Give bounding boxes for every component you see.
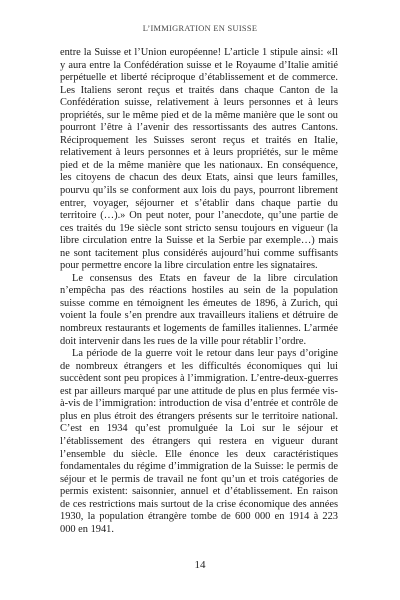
paragraph-2: Le consensus des Etats en faveur de la libre circulation n’empêcha pas des réactions hostiles au sein de la population suisse comme en témoignent les émeutes de 1896, à Zurich, qui voient la foule s’en prendre aux travailleurs italiens et détruire de nombreux restaurants et logements de familles italiennes. L’armée doit intervenir dans les rues de la ville pour rétablir l’ordre. — [60, 272, 338, 347]
paragraph-1: entre la Suisse et l’Union européenne! L’article 1 stipule ainsi: «Il y aura entre la Confédération suisse et le Royaume d’Italie amitié perpétuelle et liberté réciproque d’établissement et de commerce. Les Italiens seront reçus et traités dans chaque Canton de la Confédération suisse, relativement à leurs personnes et à leurs propriétés, sur le même pied et de la même manière que le sont ou pourront l’être à l’avenir des ressortissants des autres Cantons. Réciproquement les Suisses seront reçus et traités en Italie, relativement à leurs personnes et à leurs propriétés, sur le même pied et de la même manière que les nationaux. En conséquence, les citoyens de chacun des deux Etats, ainsi que leurs familles, pourvu qu’ils se conforment aux lois du pays, pourront librement entrer, voyager, séjourner et s’établir dans chaque partie du territoire (…).» On peut noter, pour l’anecdote, qu’une partie de ces traités du 19e siècle sont stricto sensu toujours en vigueur (la libre circulation entre la Suisse et la Serbie par exemple…) mais ne sont tacitement plus considérés aujourd’hui comme suffisants pour permettre encore la libre circulation entre les signataires. — [60, 47, 338, 272]
running-header: L’IMMIGRATION EN SUISSE — [142, 24, 258, 33]
paragraph-3: La période de la guerre voit le retour dans leur pays d’origine de nombreux étrangers et les difficultés économiques qui lui succèdent sont peu propices à l’immigration. L’entre-deux-guerres est par ailleurs marqué par une attitude de plus en plus fermée vis-à-vis de l’immigration: introduction de visa d’entrée et contrôle de plus en plus étroit des étrangers présents sur le territoire national. C’est en 1934 qu’est promulguée la Loi sur le séjour et l’établissement des étrangers qui restera en vigueur durant l’ensemble du siècle. Elle énonce les deux caractéristiques fondamentales du régime d’immigration de la Suisse: le permis de séjour et le permis de travail ne font qu’un et trois catégories de permis existent: saisonnier, annuel et d’établissement. En raison de ces restrictions mais surtout de la crise économique des années 1930, la population étrangère tombe de 600 000 en 1914 à 223 000 en 1941. — [60, 348, 338, 535]
body-text — [60, 47, 338, 536]
page-number: 14 — [194, 559, 206, 571]
